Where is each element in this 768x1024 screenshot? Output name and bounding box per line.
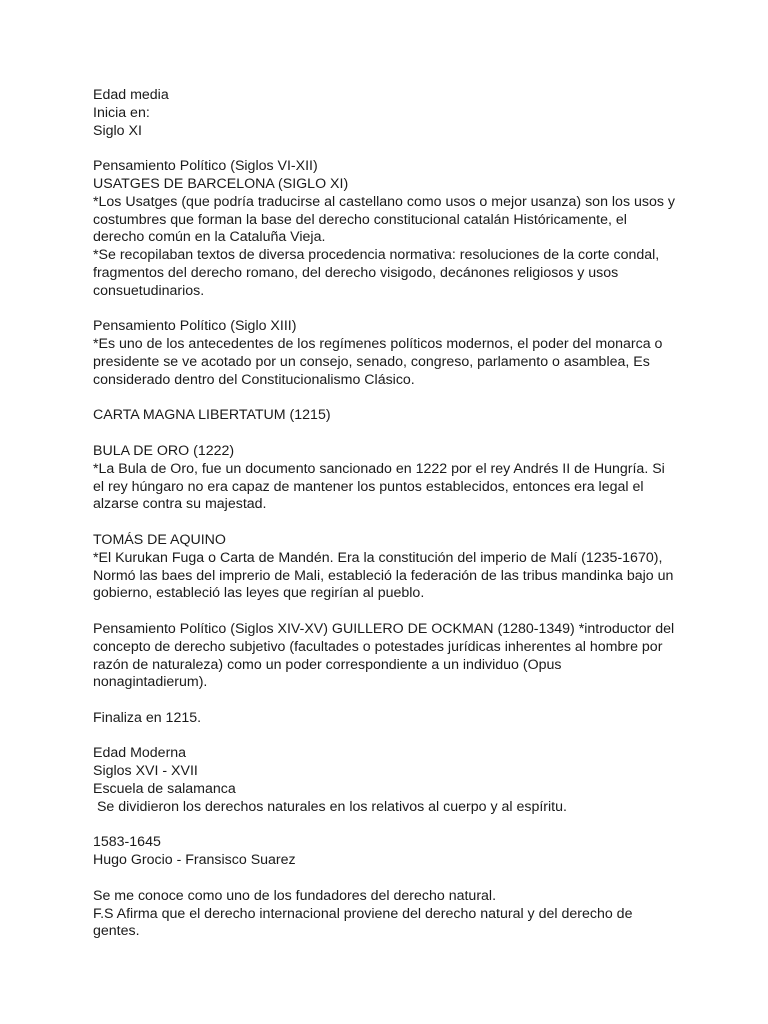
text-line: consuetudinarios. [93, 282, 205, 299]
text-line: alzarse contra su majestad. [93, 496, 267, 513]
section-subheading: USATGES DE BARCELONA (SIGLO XI) [93, 175, 349, 192]
text-line: nonagintadierum). [93, 674, 208, 691]
text-line: derecho común en la Cataluña Vieja. [93, 229, 326, 246]
document-page [93, 87, 693, 959]
section-heading: TOMÁS DE AQUINO [93, 531, 226, 548]
text-line: *Es uno de los antecedentes de los regímenes políticos modernos, el poder del monarca o [93, 336, 663, 353]
section-grocio-suarez [93, 834, 693, 870]
section-edad-media-intro [93, 87, 693, 140]
text-line: Siglos XVI - XVII [93, 763, 198, 780]
text-line: Se dividieron los derechos naturales en los relativos al cuerpo y al espíritu. [93, 798, 567, 815]
text-line: Escuela de salamanca [93, 781, 236, 798]
text-line: razón de naturaleza) como un poder correspondiente a un individuo (Opus [93, 656, 562, 673]
text-line: 1583-1645 [93, 834, 161, 851]
text-line: gentes. [93, 923, 140, 940]
text-line: Se me conoce como uno de los fundadores del derecho natural. [93, 887, 497, 904]
text-line: Hugo Grocio - Fransisco Suarez [93, 852, 296, 869]
text-line: *El Kurukan Fuga o Carta de Mandén. Era la constitución del imperio de Malí (1235-1670), [93, 549, 663, 566]
section-bula-de-oro [93, 443, 693, 514]
text-line: considerado dentro del Constitucionalismo Clásico. [93, 371, 415, 388]
text-line: gobierno, estableció las leyes que regirían al pueblo. [93, 585, 425, 602]
text-line: F.S Afirma que el derecho internacional proviene del derecho natural y del derecho de [93, 905, 633, 922]
text-line: Inicia en: [93, 104, 150, 121]
section-carta-magna [93, 407, 693, 425]
text-line: Pensamiento Político (Siglos XIV-XV) GUILLERO DE OCKMAN (1280-1349) *introductor del [93, 620, 675, 637]
text-line: *Se recopilaban textos de diversa procedencia normativa: resoluciones de la corte condal, [93, 247, 660, 264]
section-usatges [93, 158, 693, 300]
text-line: el rey húngaro no era capaz de mantener los puntos establecidos, entonces era legal el [93, 478, 644, 495]
section-heading: BULA DE ORO (1222) [93, 442, 235, 459]
section-heading: Pensamiento Político (Siglos VI-XII) [93, 158, 318, 175]
section-derecho-natural [93, 888, 693, 941]
section-finaliza [93, 710, 693, 728]
section-siglo-xiii [93, 318, 693, 389]
text-line: Normó las baes del imprerio de Mali, estableció la federación de las tribus mandinka bajo un [93, 567, 674, 584]
section-ockman [93, 621, 693, 692]
section-heading: Pensamiento Político (Siglo XIII) [93, 318, 297, 335]
section-heading: CARTA MAGNA LIBERTATUM (1215) [93, 407, 331, 424]
text-line: Siglo XI [93, 122, 142, 139]
text-line: presidente se ve acotado por un consejo, senado, congreso, parlamento o asamblea, Es [93, 353, 650, 370]
text-line: *La Bula de Oro, fue un documento sancionado en 1222 por el rey Andrés II de Hungría. Si [93, 460, 665, 477]
text-line: *Los Usatges (que podría traducirse al castellano como usos o mejor usanza) son los usos y [93, 193, 675, 210]
section-heading: Edad Moderna [93, 745, 187, 762]
text-line: costumbres que forman la base del derecho constitucional catalán Históricamente, el [93, 211, 627, 228]
section-tomas-de-aquino [93, 532, 693, 603]
text-line: Edad media [93, 87, 169, 103]
text-line: fragmentos del derecho romano, del derecho visigodo, decánones religiosos y usos [93, 264, 619, 281]
text-line: concepto de derecho subjetivo (facultades o potestades jurídicas inherentes al hombre por [93, 638, 663, 655]
section-edad-moderna [93, 745, 693, 816]
text-line: Finaliza en 1215. [93, 709, 202, 726]
